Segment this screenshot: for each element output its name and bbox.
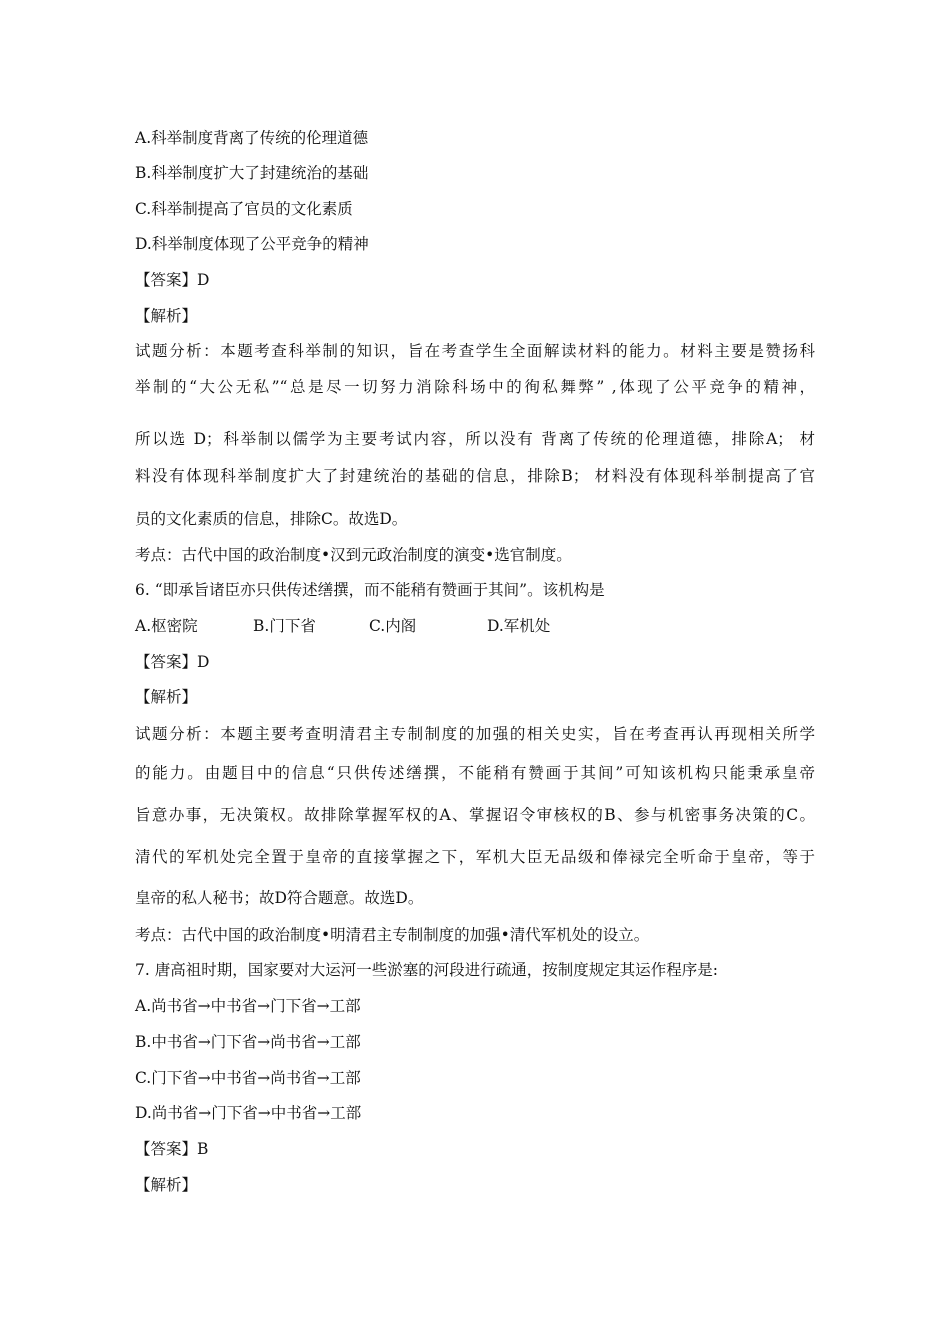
q6-analysis-line: 试题分析：本题主要考查明清君主专制制度的加强的相关史实，旨在考查再认再现相关所学: [135, 725, 815, 743]
q5-analysis-line: 员的文化素质的信息，排除C。故选D。: [135, 510, 408, 528]
q5-analysis-line: 试题分析：本题考查科举制的知识，旨在考查学生全面解读材料的能力。材料主要是赞扬科: [135, 342, 815, 360]
q6-answer: 【答案】D: [135, 653, 210, 671]
q5-answer: 【答案】D: [135, 271, 210, 289]
q7-option-d: D.尚书省→门下省→中书省→工部: [135, 1104, 362, 1122]
q7-analysis-label: 【解析】: [135, 1176, 198, 1194]
q5-analysis-line: 所以选 D；科举制以儒学为主要考试内容，所以没有 背离了传统的伦理道德，排除A； 材: [135, 430, 815, 448]
q7-option-c: C.门下省→中书省→尚书省→工部: [135, 1069, 361, 1087]
q7-answer: 【答案】B: [135, 1140, 209, 1158]
q7-stem: 7. 唐高祖时期，国家要对大运河一些淤塞的河段进行疏通，按制度规定其运作程序是:: [135, 961, 718, 979]
q5-analysis-label: 【解析】: [135, 307, 198, 325]
q5-point: 考点：古代中国的政治制度•汉到元政治制度的演变•选官制度。: [135, 546, 572, 564]
q7-option-a: A.尚书省→中书省→门下省→工部: [135, 997, 361, 1015]
q6-point: 考点：古代中国的政治制度•明清君主专制制度的加强•清代军机处的设立。: [135, 926, 650, 944]
q6-option-b: B.门下省: [253, 617, 316, 635]
q7-option-b: B.中书省→门下省→尚书省→工部: [135, 1033, 361, 1051]
q6-options: [135, 616, 550, 636]
q6-option-c: C.内阁: [369, 617, 417, 635]
q6-analysis-line: 旨意办事，无决策权。故排除掌握军权的A、掌握诏令审核权的B、参与机密事务决策的C。: [135, 806, 815, 824]
q6-option-d: D.军机处: [487, 617, 551, 635]
q5-option-a: A.科举制度背离了传统的伦理道德: [135, 129, 369, 147]
q6-analysis-line: 皇帝的私人秘书；故D符合题意。故选D。: [135, 889, 424, 907]
q5-option-b: B.科举制度扩大了封建统治的基础: [135, 164, 369, 182]
q6-option-a: A.枢密院: [135, 617, 198, 635]
q5-analysis-line: 料没有体现科举制度扩大了封建统治的基础的信息，排除B； 材料没有体现科举制提高了官: [135, 467, 815, 485]
q5-analysis-line: 举制的“大公无私”“总是尽一切努力消除科场中的徇私舞弊” ,体现了公平竞争的精神，: [135, 378, 815, 396]
q6-stem: 6. “即承旨诸臣亦只供传述缮撰，而不能稍有赞画于其间”。该机构是: [135, 581, 605, 599]
q6-analysis-label: 【解析】: [135, 688, 198, 706]
q5-option-d: D.科举制度体现了公平竞争的精神: [135, 235, 369, 253]
q6-analysis-line: 清代的军机处完全置于皇帝的直接掌握之下，军机大臣无品级和俸禄完全听命于皇帝，等于: [135, 848, 815, 866]
q5-option-c: C.科举制提高了官员的文化素质: [135, 200, 353, 218]
q6-analysis-line: 的能力。由题目中的信息“只供传述缮撰，不能稍有赞画于其间”可知该机构只能秉承皇帝: [135, 764, 815, 782]
